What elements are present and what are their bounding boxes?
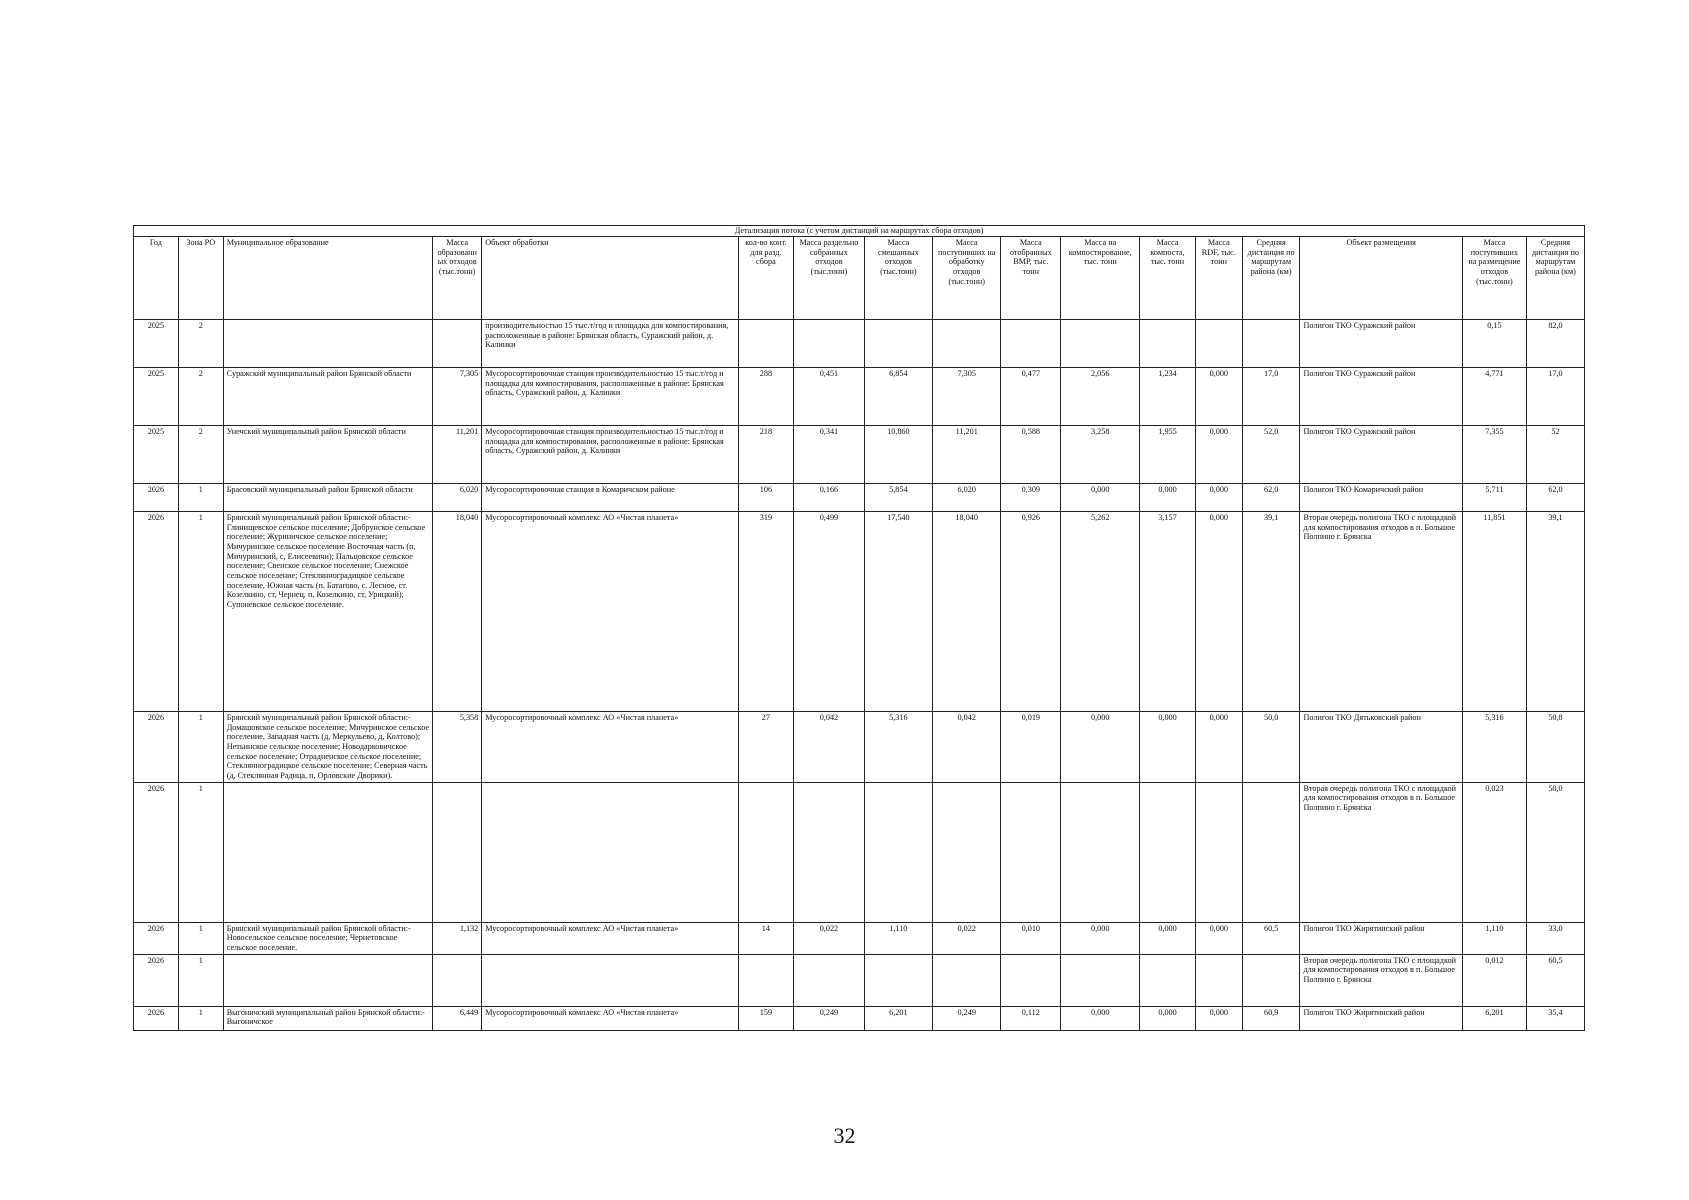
column-header: Масса образованных отходов (тыс.тонн) xyxy=(433,237,482,320)
table-cell: Мусоросортировочный комплекс АО «Чистая планета» xyxy=(482,512,738,712)
table-cell xyxy=(1195,782,1242,922)
column-header: Масса поступивших на обработку отходов (тыс.тонн) xyxy=(933,237,1001,320)
table-cell xyxy=(933,782,1001,922)
table-cell: 0,042 xyxy=(933,712,1001,783)
table-cell: 1,132 xyxy=(433,922,482,954)
table-body xyxy=(134,320,1585,1031)
table-cell xyxy=(864,954,932,1006)
table-cell: Полигон ТКО Суражский район xyxy=(1300,320,1462,368)
table-cell: 62,0 xyxy=(1526,484,1584,512)
table-cell: 35,4 xyxy=(1526,1006,1584,1030)
table-row xyxy=(134,1006,1585,1030)
table-cell: 0,000 xyxy=(1195,1006,1242,1030)
table-cell xyxy=(1001,954,1061,1006)
table-cell xyxy=(738,320,794,368)
table-cell xyxy=(1195,954,1242,1006)
table-cell: 1,110 xyxy=(1462,922,1526,954)
table-cell: 106 xyxy=(738,484,794,512)
table-cell xyxy=(482,782,738,922)
table-cell xyxy=(1140,954,1196,1006)
column-header: Муниципальное образование xyxy=(223,237,432,320)
table-cell: 0,000 xyxy=(1140,1006,1196,1030)
table-cell: 0,249 xyxy=(933,1006,1001,1030)
table-cell: 39,1 xyxy=(1526,512,1584,712)
table-cell: 0,000 xyxy=(1195,922,1242,954)
table-cell xyxy=(1242,320,1300,368)
table-cell xyxy=(1242,954,1300,1006)
table-cell: 2 xyxy=(178,320,223,368)
table-cell: 5,316 xyxy=(1462,712,1526,783)
table-cell: 5,854 xyxy=(864,484,932,512)
table-cell: Брянский муниципальный район Брянской области:- Новосельское сельское поселение; Чернетовское сельское поселение. xyxy=(223,922,432,954)
table-cell: 2,056 xyxy=(1061,368,1140,426)
table-cell: Суражский муниципальный район Брянской области xyxy=(223,368,432,426)
table-cell: 7,355 xyxy=(1462,426,1526,484)
table-cell xyxy=(223,954,432,1006)
table-cell: 0,451 xyxy=(794,368,865,426)
table-cell xyxy=(864,782,932,922)
table-cell: 0,000 xyxy=(1140,712,1196,783)
table-cell: 1 xyxy=(178,954,223,1006)
table-cell: 60,5 xyxy=(1242,922,1300,954)
table-cell: 27 xyxy=(738,712,794,783)
table-cell: Мусоросортировочная станция в Комаричском районе xyxy=(482,484,738,512)
header-row xyxy=(134,237,1585,320)
table-cell: 319 xyxy=(738,512,794,712)
table-cell: Брянский муниципальный район Брянской области:- Глинищевское сельское поселение; Добрунское сельское поселение; Журиничское сельское поселение; Мичуринское сельское поселение Восточная часть (п, Мичуринский, с, Елисеевичи); Пальцовское сельское поселение; Свенское сельское поселение; Снежское сельское поселение; Стеклянноградицкое сельское поселение, Южная часть (п. Батагово, с. Лесное, ст. Козелкино, ст, Чернец, п, Козелкино, ст, Урицкий); Супоневское сельское поселение. xyxy=(223,512,432,712)
table-cell: 2026 xyxy=(134,1006,179,1030)
table-cell: 0,010 xyxy=(1001,922,1061,954)
table-cell xyxy=(1061,782,1140,922)
table-cell: 0,019 xyxy=(1001,712,1061,783)
column-header: Масса раздельно собранных отходов (тыс.тонн) xyxy=(794,237,865,320)
table-cell: 5,711 xyxy=(1462,484,1526,512)
table-cell: 1 xyxy=(178,712,223,783)
table-cell xyxy=(864,320,932,368)
table-cell: 0,588 xyxy=(1001,426,1061,484)
table-cell: 1,234 xyxy=(1140,368,1196,426)
table-cell xyxy=(794,954,865,1006)
table-cell: 11,201 xyxy=(933,426,1001,484)
table-cell: 14 xyxy=(738,922,794,954)
table-cell: 2026 xyxy=(134,922,179,954)
table-cell: Мусоросортировочный комплекс АО «Чистая планета» xyxy=(482,922,738,954)
table-cell xyxy=(433,954,482,1006)
table-cell: 1 xyxy=(178,512,223,712)
table-cell: 62,0 xyxy=(1242,484,1300,512)
table-cell: 0,926 xyxy=(1001,512,1061,712)
table-cell: 0,309 xyxy=(1001,484,1061,512)
column-header: Средняя дистанция по маршрутам района (км) xyxy=(1526,237,1584,320)
table-cell: 2026 xyxy=(134,954,179,1006)
table-cell: 6,854 xyxy=(864,368,932,426)
table-cell: 11,851 xyxy=(1462,512,1526,712)
table-cell: Полигон ТКО Комаричский район xyxy=(1300,484,1462,512)
table-title: Детализация потока (с учетом дистанций на маршрутах сбора отходов) xyxy=(134,226,1585,237)
table-row xyxy=(134,512,1585,712)
table-cell xyxy=(223,782,432,922)
table-row xyxy=(134,484,1585,512)
table-cell: 6,201 xyxy=(864,1006,932,1030)
table-cell: 0,166 xyxy=(794,484,865,512)
table-row xyxy=(134,922,1585,954)
table-row xyxy=(134,368,1585,426)
table-cell: Вторая очередь полигона ТКО с площадкой для компостирования отходов в п. Большое Полпино г. Брянска xyxy=(1300,782,1462,922)
column-header: Масса RDF, тыс. тонн xyxy=(1195,237,1242,320)
table-cell: Мусоросортировочный комплекс АО «Чистая планета» xyxy=(482,1006,738,1030)
table-cell: Полигон ТКО Суражский район xyxy=(1300,426,1462,484)
table-cell xyxy=(794,320,865,368)
table-cell: 10,860 xyxy=(864,426,932,484)
table-cell: 3,157 xyxy=(1140,512,1196,712)
table-cell: Брянский муниципальный район Брянской области:- Домашовское сельское поселение; Мичуринское сельское поселение, Западная часть (д, Меркульево, д, Колтово); Нетьинское сельское поселение; Новодарковичское сельское поселение; Отрадненское сельское поселение; Стеклянноградицкое сельское поселение; Северная часть (д, Стеклянная Радица, п, Орловские Дворики). xyxy=(223,712,432,783)
table-row xyxy=(134,320,1585,368)
table-cell: 52 xyxy=(1526,426,1584,484)
table-cell: 50,8 xyxy=(1526,712,1584,783)
page-number: 32 xyxy=(833,1123,856,1148)
column-header: Масса компоста, тыс. тонн xyxy=(1140,237,1196,320)
table-cell: 0,477 xyxy=(1001,368,1061,426)
table-cell: 0,15 xyxy=(1462,320,1526,368)
table-cell: Полигон ТКО Суражский район xyxy=(1300,368,1462,426)
table-cell: Мусоросортировочная станция производительностью 15 тыс.т/год и площадка для компостирования, расположенные в районе: Брянская область, Суражский район, д. Калинки xyxy=(482,368,738,426)
table-cell: 33,0 xyxy=(1526,922,1584,954)
table-cell: 0,000 xyxy=(1061,484,1140,512)
table-cell: 6,020 xyxy=(933,484,1001,512)
table-cell: 50,0 xyxy=(1242,712,1300,783)
table-cell: 1 xyxy=(178,1006,223,1030)
table-cell: 0,023 xyxy=(1462,782,1526,922)
table-cell: 0,000 xyxy=(1195,368,1242,426)
table-cell xyxy=(223,320,432,368)
table-cell: 0,022 xyxy=(933,922,1001,954)
table-cell xyxy=(1140,782,1196,922)
table-cell: 18,040 xyxy=(933,512,1001,712)
table-cell: 50,0 xyxy=(1526,782,1584,922)
table-cell: Мусоросортировочная станция производительностью 15 тыс.т/год и площадка для компостирования, расположенные в районе: Брянская область, Суражский район, д. Калинки xyxy=(482,426,738,484)
table-cell: Полигон ТКО Жирятинский район xyxy=(1300,922,1462,954)
table-cell: 0,112 xyxy=(1001,1006,1061,1030)
table-cell: 52,0 xyxy=(1242,426,1300,484)
table-row xyxy=(134,712,1585,783)
table-row xyxy=(134,426,1585,484)
table-cell: Мусоросортировочный комплекс АО «Чистая планета» xyxy=(482,712,738,783)
table-cell: 2026 xyxy=(134,712,179,783)
table-cell xyxy=(738,782,794,922)
table-cell: 17,540 xyxy=(864,512,932,712)
table-cell: 0,022 xyxy=(794,922,865,954)
table-cell: Вторая очередь полигона ТКО с площадкой для компостирования отходов в п. Большое Полпино г. Брянска xyxy=(1300,954,1462,1006)
table-cell: 0,499 xyxy=(794,512,865,712)
column-header: Объект размещения xyxy=(1300,237,1462,320)
table-cell: 11,201 xyxy=(433,426,482,484)
table-cell: 60,9 xyxy=(1242,1006,1300,1030)
table-cell xyxy=(1242,782,1300,922)
table-cell: 6,201 xyxy=(1462,1006,1526,1030)
table-cell xyxy=(1140,320,1196,368)
table-cell: 60,5 xyxy=(1526,954,1584,1006)
table-cell xyxy=(933,954,1001,1006)
table-cell: 2026 xyxy=(134,782,179,922)
table-cell: 0,000 xyxy=(1195,712,1242,783)
table-cell: 2026 xyxy=(134,512,179,712)
column-header: Объект обработки xyxy=(482,237,738,320)
table-cell xyxy=(738,954,794,1006)
table-cell: 17,0 xyxy=(1526,368,1584,426)
table-cell xyxy=(933,320,1001,368)
table-cell: 0,000 xyxy=(1061,712,1140,783)
table-cell: 288 xyxy=(738,368,794,426)
table-cell: 1 xyxy=(178,922,223,954)
column-header: Масса отобранных ВМР, тыс. тонн xyxy=(1001,237,1061,320)
table-cell: 82,0 xyxy=(1526,320,1584,368)
table-cell: 0,012 xyxy=(1462,954,1526,1006)
table-row xyxy=(134,782,1585,922)
table-cell: 2025 xyxy=(134,368,179,426)
column-header: Зона РО xyxy=(178,237,223,320)
table-cell: 0,341 xyxy=(794,426,865,484)
table-cell xyxy=(794,782,865,922)
table-cell: Выгоничский муниципальный район Брянской области:- Выгоничское xyxy=(223,1006,432,1030)
table-cell: Полигон ТКО Жирятинский район xyxy=(1300,1006,1462,1030)
table-cell xyxy=(1195,320,1242,368)
table-cell: 5,316 xyxy=(864,712,932,783)
column-header: Средняя дистанция по маршрутам района (км) xyxy=(1242,237,1300,320)
table-cell: 4,771 xyxy=(1462,368,1526,426)
table-cell xyxy=(433,320,482,368)
table-cell: 18,040 xyxy=(433,512,482,712)
table-row xyxy=(134,954,1585,1006)
table-cell: 2026 xyxy=(134,484,179,512)
table-cell: 39,1 xyxy=(1242,512,1300,712)
table-cell: 1 xyxy=(178,782,223,922)
table-cell: Брасовский муниципальный район Брянской области xyxy=(223,484,432,512)
table-cell: 5,262 xyxy=(1061,512,1140,712)
table-cell: 17,0 xyxy=(1242,368,1300,426)
table-cell: 7,305 xyxy=(933,368,1001,426)
table-cell: 1,955 xyxy=(1140,426,1196,484)
table-cell: Вторая очередь полигона ТКО с площадкой для компостирования отходов в п. Большое Полпино г. Брянска xyxy=(1300,512,1462,712)
table-cell: 218 xyxy=(738,426,794,484)
table-cell: 3,258 xyxy=(1061,426,1140,484)
table-cell: 7,305 xyxy=(433,368,482,426)
table-cell: производительностью 15 тыс.т/год и площадка для компостирования, расположенные в районе: Брянская область, Суражский район, д. Калинки xyxy=(482,320,738,368)
table-cell xyxy=(1001,320,1061,368)
table-cell: 0,000 xyxy=(1195,426,1242,484)
table-cell xyxy=(482,954,738,1006)
table-cell: 0,000 xyxy=(1195,484,1242,512)
table-cell: 0,000 xyxy=(1140,922,1196,954)
column-header: Год xyxy=(134,237,179,320)
table-cell xyxy=(1001,782,1061,922)
table-cell: 159 xyxy=(738,1006,794,1030)
table-cell: 1,110 xyxy=(864,922,932,954)
table-cell: 2 xyxy=(178,426,223,484)
table-cell xyxy=(1061,320,1140,368)
table-cell: 1 xyxy=(178,484,223,512)
table-cell: Унечский муниципальный район Брянской области xyxy=(223,426,432,484)
table-cell: 2 xyxy=(178,368,223,426)
table-cell: 0,000 xyxy=(1140,484,1196,512)
table-cell: 0,000 xyxy=(1061,1006,1140,1030)
table-cell: 2025 xyxy=(134,320,179,368)
table-cell: 2025 xyxy=(134,426,179,484)
table-cell: Полигон ТКО Дятьковский район xyxy=(1300,712,1462,783)
table-cell: 0,000 xyxy=(1061,922,1140,954)
table-cell: 0,249 xyxy=(794,1006,865,1030)
table-cell: 6,020 xyxy=(433,484,482,512)
table-cell: 0,042 xyxy=(794,712,865,783)
table-cell: 0,000 xyxy=(1195,512,1242,712)
flow-detail-table xyxy=(133,225,1585,1031)
table-cell xyxy=(433,782,482,922)
table-cell: 6,449 xyxy=(433,1006,482,1030)
table-cell xyxy=(1061,954,1140,1006)
column-header: кол-во конт. для разд. сбора xyxy=(738,237,794,320)
column-header: Масса поступивших на размещение отходов (тыс.тонн) xyxy=(1462,237,1526,320)
column-header: Масса смешанных отходов (тыс.тонн) xyxy=(864,237,932,320)
column-header: Масса на компостирование, тыс. тонн xyxy=(1061,237,1140,320)
table-cell: 5,358 xyxy=(433,712,482,783)
